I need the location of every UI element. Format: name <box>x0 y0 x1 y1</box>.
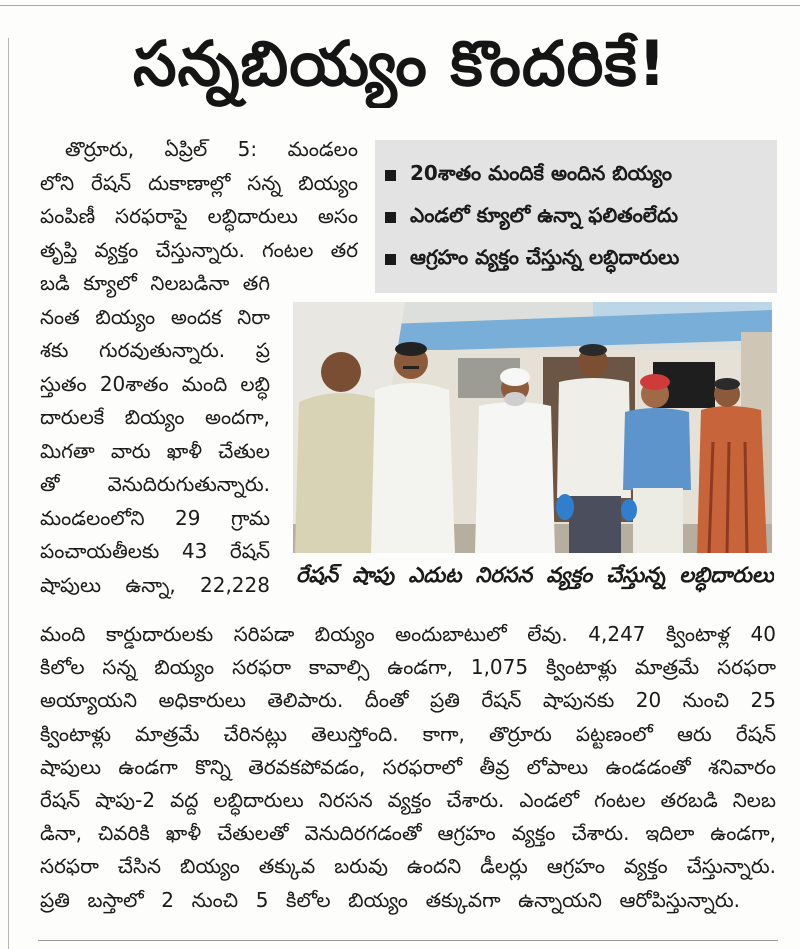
article-line: మిగతా వారు ఖాళీ చేతుల <box>40 438 270 463</box>
article-line: డినా, చివరికి ఖాళీ చేతులతో వెనుదిరగడంతో ఆగ్రహం వ్యక్తం చేశారు. ఇదిలా ఉండగా, <box>40 821 776 846</box>
article-line: బడి క్యూలో నిలబడినా తగి <box>40 271 270 295</box>
article-line: షాపులు ఉండగా కొన్ని తెరవకపోవడం, సరఫరాలో తీవ్ర లోపాలు ఉండడంతో శనివారం <box>40 754 776 779</box>
bullet-square-icon <box>385 254 396 265</box>
article-line: శకు గురవుతున్నారు. ప్ర <box>40 338 270 362</box>
article-body-wide <box>40 618 776 917</box>
highlights-box <box>375 140 777 293</box>
person-6-saree <box>697 406 767 553</box>
photo-caption: రేషన్ షాపు ఎదుట నిరసన వ్యక్తం చేస్తున్న లబ్ధిదారులు <box>296 563 774 587</box>
article-line: అయ్యాయని అధికారులు తెలిపారు. దీంతో ప్రతి రేషన్ షాపునకు 20 నుంచి 25 <box>40 688 776 713</box>
person-3-beard <box>504 392 526 406</box>
person-1-head <box>321 352 361 392</box>
highlight-text: ఆగ్రహం వ్యక్తం చేస్తున్న లబ్ధిదారులు <box>410 244 680 269</box>
article-line: పంచాయతీలకు 43 రేషన్ <box>40 539 270 563</box>
news-photo <box>293 302 772 553</box>
article-line: లోని రేషన్ దుకాణాల్లో సన్న బియ్యం <box>40 170 358 195</box>
person-4-hair <box>579 344 607 356</box>
article-line: తృప్తి వ్యక్తం చేస్తున్నారు. గంటల తర <box>40 237 358 262</box>
left-border-rule <box>8 38 9 949</box>
person-4-trousers <box>569 496 621 553</box>
bottom-border-rule <box>38 940 778 941</box>
person-2-shirt <box>371 383 455 553</box>
article-line: స్తుతం 20శాతం మంది లబ్ధి <box>40 371 270 396</box>
article-line: ప్రతి బస్తాలో 2 నుంచి 5 కిలోల బియ్యం తక్కువగా ఉన్నాయని ఆరోపిస్తున్నారు. <box>40 887 740 912</box>
article-line: దారులకే బియ్యం అందగా, <box>40 405 270 429</box>
person-5-trousers <box>633 488 683 553</box>
article-line: మంది కార్డుదారులకు సరిపడా బియ్యం అందుబాటులో లేవు. 4,247 క్వింటాళ్ల 40 <box>40 622 776 646</box>
person-5-shirt <box>623 408 691 490</box>
highlight-text: ఎండలో క్యూలో ఉన్నా ఫలితంలేదు <box>410 202 679 227</box>
headline: సన్నబియ్యం కొందరికే! <box>132 27 668 100</box>
article-line: తో వెనుదిరుగుతున్నారు. <box>40 472 270 496</box>
article-line: క్వింటాళ్లు మాత్రమే చేరినట్లు తెలుస్తోంది. కాగా, తొర్రూరు పట్టణంలో ఆరు రేషన్ <box>40 721 776 746</box>
article-line-dateline: తొర్రూరు, ఏప్రిల్ 5: మండలం <box>65 137 358 161</box>
blue-bag <box>556 494 574 520</box>
person-6-hair <box>714 378 740 390</box>
person-5-cap <box>640 374 670 390</box>
highlight-text: 20శాతం మందికే అందిన బియ్యం <box>410 160 673 185</box>
article-line: షాపులు ఉన్నా, 22,228 <box>40 572 270 597</box>
highlight-item <box>375 238 777 280</box>
blue-bag <box>621 499 637 521</box>
article-line: నంత బియ్యం అందక నిరా <box>40 304 270 329</box>
bullet-square-icon <box>385 170 396 181</box>
person-2-hair <box>395 342 427 356</box>
article-line: పంపిణీ సరఫరాపై లబ్ధిదారులు అసం <box>40 204 358 228</box>
highlight-item <box>375 196 777 238</box>
person-3-kurta <box>475 402 555 553</box>
highlight-item <box>375 154 777 196</box>
person-4-shirt <box>557 378 631 498</box>
article-line: కిలోల సన్న బియ్యం సరఫరా కావాల్సి ఉండగా, 1,075 క్వింటాళ్లు మాత్రమే సరఫరా <box>40 655 776 680</box>
article-line: మండలంలోని 29 గ్రామ <box>40 505 270 530</box>
person-2-mustache <box>403 366 419 369</box>
article-line: సరఫరా చేసిన బియ్యం తక్కువ బరువు ఉందని డీలర్లు ఆగ్రహం వ్యక్తం చేస్తున్నారు. <box>40 854 776 879</box>
person-3-cap <box>500 368 530 386</box>
bullet-square-icon <box>385 212 396 223</box>
protest-photo <box>293 302 772 553</box>
top-border-rule <box>0 5 800 6</box>
article-line: రేషన్ షాపు-2 వద్ద లబ్ధిదారులు నిరసన వ్యక్తం చేశారు. ఎండలో గంటల తరబడి నిలబ <box>40 787 776 812</box>
